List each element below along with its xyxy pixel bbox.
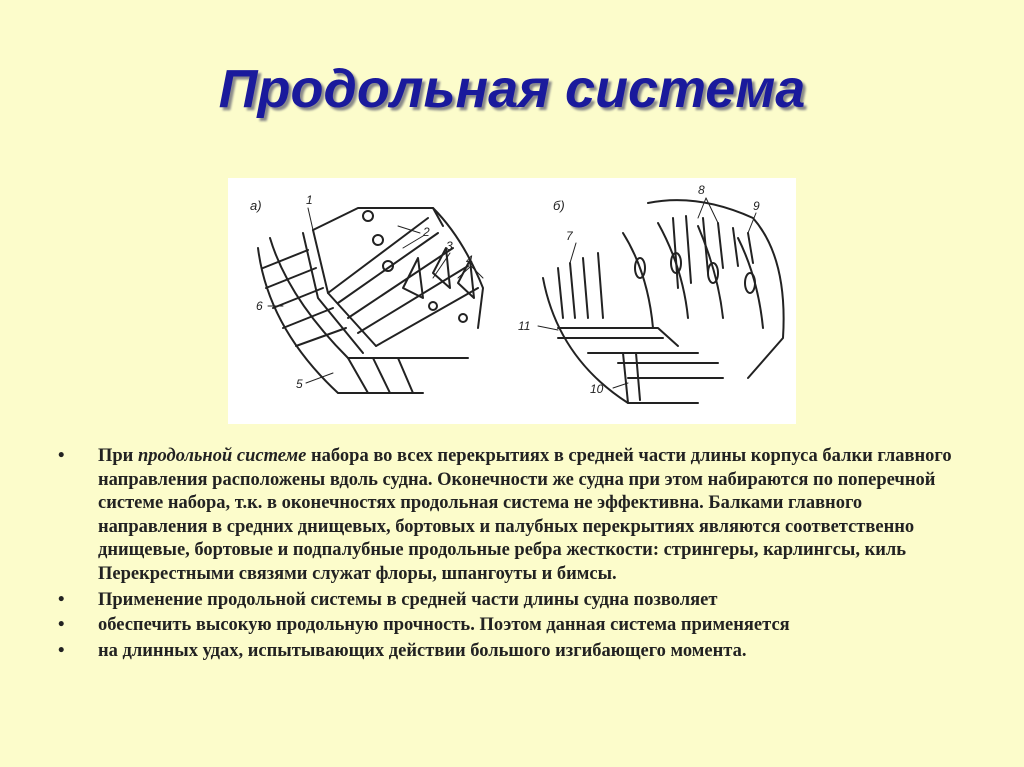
panel-b-label: б)	[553, 198, 565, 213]
bullet-marker: •	[58, 589, 65, 610]
bullet-item	[58, 640, 968, 664]
callout-b-9: 9	[753, 199, 760, 213]
callout-a-5: 5	[296, 377, 303, 391]
panel-a-drawing	[258, 208, 483, 393]
bullet-text: Применение продольной системы в средней части длины судна позволяет	[98, 589, 718, 610]
hull-framing-drawing	[228, 178, 796, 424]
bullet-text-rest: набора во всех перекрытиях в средней части длины корпуса балки главного направления расположены вдоль судна. Оконечности же судна при этом набираются по поперечной системе набора, т.к. в оконечностях продольная система не эффективна. Балками главного направления в средних днищевых, бортовых и палубных перекрытиях являются соответственно днищевые, бортовые и подпалубные продольные ребра жесткости: стрингеры, карлингсы, киль Перекрестными связями служат флоры, шпангоуты и бимсы.	[98, 446, 952, 584]
hull-framing-figure	[228, 178, 796, 424]
panel-a-label: а)	[250, 198, 262, 213]
callout-b-10: 10	[590, 382, 604, 396]
callout-b-7: 7	[566, 229, 573, 243]
callout-a-3: 3	[446, 239, 453, 253]
slide-title: Продольная система	[218, 59, 806, 119]
bullet-text-emphasis: продольной системе	[137, 446, 307, 466]
bullet-text-lead: При	[98, 446, 138, 466]
bullet-list	[58, 445, 968, 665]
bullet-item	[58, 614, 968, 638]
bullet-marker: •	[58, 615, 65, 636]
callout-a-6: 6	[256, 299, 263, 313]
bullet-marker: •	[58, 640, 65, 661]
callout-a-2: 2	[423, 225, 430, 239]
bullet-item	[58, 445, 968, 587]
bullet-text: обеспечить высокую продольную прочность. Поэтом данная система применяется	[98, 615, 790, 636]
panel-b-drawing	[538, 198, 784, 403]
callout-b-8: 8	[698, 183, 705, 197]
bullet-marker: •	[58, 446, 65, 466]
callout-a-4: 4	[466, 253, 473, 267]
callout-a-1: 1	[306, 193, 313, 207]
bullet-text: на длинных удах, испытывающих действии большого изгибающего момента.	[98, 640, 747, 661]
bullet-item	[58, 589, 968, 613]
callout-b-11: 11	[518, 319, 531, 333]
